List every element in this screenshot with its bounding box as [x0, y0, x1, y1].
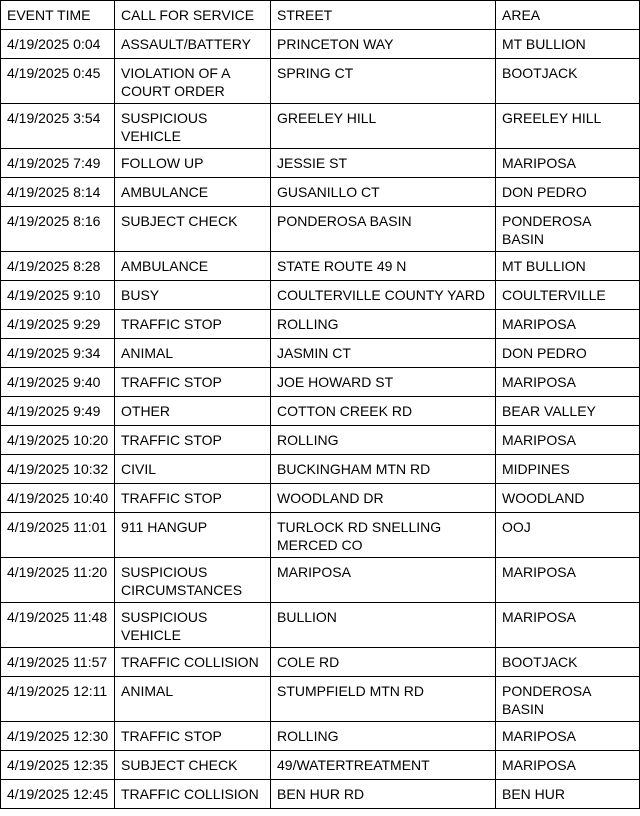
call-for-service-cell: SUSPICIOUS VEHICLE [115, 603, 271, 648]
table-row [1, 252, 640, 281]
table-row [1, 368, 640, 397]
event-time-cell: 4/19/2025 12:30 [1, 722, 115, 751]
table-row [1, 310, 640, 339]
header-call-for-service: CALL FOR SERVICE [115, 1, 271, 30]
area-cell: MARIPOSA [496, 558, 640, 603]
event-time-cell: 4/19/2025 11:48 [1, 603, 115, 648]
street-cell: SPRING CT [271, 59, 496, 104]
area-cell: MT BULLION [496, 30, 640, 59]
call-for-service-cell: TRAFFIC STOP [115, 310, 271, 339]
event-time-cell: 4/19/2025 11:01 [1, 513, 115, 558]
area-cell: OOJ [496, 513, 640, 558]
street-cell: COULTERVILLE COUNTY YARD [271, 281, 496, 310]
call-for-service-cell: TRAFFIC STOP [115, 722, 271, 751]
street-cell: GREELEY HILL [271, 104, 496, 149]
area-cell: COULTERVILLE [496, 281, 640, 310]
street-cell: COLE RD [271, 648, 496, 677]
street-cell: TURLOCK RD SNELLING MERCED CO [271, 513, 496, 558]
area-cell: BOOTJACK [496, 648, 640, 677]
call-for-service-cell: SUSPICIOUS CIRCUMSTANCES [115, 558, 271, 603]
area-cell: MARIPOSA [496, 368, 640, 397]
area-cell: PONDEROSA BASIN [496, 677, 640, 722]
table-row [1, 30, 640, 59]
header-area: AREA [496, 1, 640, 30]
street-cell: ROLLING [271, 310, 496, 339]
event-time-cell: 4/19/2025 8:14 [1, 178, 115, 207]
call-for-service-cell: TRAFFIC STOP [115, 426, 271, 455]
street-cell: BULLION [271, 603, 496, 648]
call-for-service-cell: 911 HANGUP [115, 513, 271, 558]
event-time-cell: 4/19/2025 9:10 [1, 281, 115, 310]
street-cell: 49/WATERTREATMENT [271, 751, 496, 780]
event-time-cell: 4/19/2025 10:40 [1, 484, 115, 513]
area-cell: MARIPOSA [496, 751, 640, 780]
call-for-service-cell: SUBJECT CHECK [115, 751, 271, 780]
header-row [1, 1, 640, 30]
table-row [1, 178, 640, 207]
event-time-cell: 4/19/2025 7:49 [1, 149, 115, 178]
table-row [1, 484, 640, 513]
call-for-service-cell: ANIMAL [115, 339, 271, 368]
street-cell: STUMPFIELD MTN RD [271, 677, 496, 722]
table-row [1, 603, 640, 648]
table-body [1, 30, 640, 809]
call-for-service-cell: CIVIL [115, 455, 271, 484]
call-for-service-cell: ASSAULT/BATTERY [115, 30, 271, 59]
area-cell: MARIPOSA [496, 310, 640, 339]
area-cell: GREELEY HILL [496, 104, 640, 149]
event-time-cell: 4/19/2025 0:04 [1, 30, 115, 59]
event-time-cell: 4/19/2025 9:29 [1, 310, 115, 339]
table-row [1, 149, 640, 178]
call-for-service-cell: TRAFFIC STOP [115, 368, 271, 397]
area-cell: DON PEDRO [496, 178, 640, 207]
call-for-service-cell: TRAFFIC STOP [115, 484, 271, 513]
event-time-cell: 4/19/2025 11:57 [1, 648, 115, 677]
street-cell: JESSIE ST [271, 149, 496, 178]
street-cell: ROLLING [271, 426, 496, 455]
table-row [1, 751, 640, 780]
header-event-time: EVENT TIME [1, 1, 115, 30]
street-cell: BEN HUR RD [271, 780, 496, 809]
header-street: STREET [271, 1, 496, 30]
street-cell: JASMIN CT [271, 339, 496, 368]
event-time-cell: 4/19/2025 10:20 [1, 426, 115, 455]
event-time-cell: 4/19/2025 0:45 [1, 59, 115, 104]
street-cell: STATE ROUTE 49 N [271, 252, 496, 281]
call-for-service-cell: TRAFFIC COLLISION [115, 648, 271, 677]
table-row [1, 426, 640, 455]
street-cell: MARIPOSA [271, 558, 496, 603]
event-time-cell: 4/19/2025 12:45 [1, 780, 115, 809]
event-time-cell: 4/19/2025 10:32 [1, 455, 115, 484]
table-row [1, 677, 640, 722]
area-cell: MT BULLION [496, 252, 640, 281]
table-row [1, 59, 640, 104]
table-row [1, 207, 640, 252]
call-for-service-cell: OTHER [115, 397, 271, 426]
call-for-service-cell: TRAFFIC COLLISION [115, 780, 271, 809]
event-time-cell: 4/19/2025 8:16 [1, 207, 115, 252]
street-cell: GUSANILLO CT [271, 178, 496, 207]
call-for-service-cell: BUSY [115, 281, 271, 310]
area-cell: BEAR VALLEY [496, 397, 640, 426]
street-cell: PRINCETON WAY [271, 30, 496, 59]
area-cell: BEN HUR [496, 780, 640, 809]
call-for-service-cell: AMBULANCE [115, 178, 271, 207]
area-cell: MARIPOSA [496, 149, 640, 178]
area-cell: MIDPINES [496, 455, 640, 484]
call-for-service-cell: FOLLOW UP [115, 149, 271, 178]
table-row [1, 558, 640, 603]
street-cell: COTTON CREEK RD [271, 397, 496, 426]
table-row [1, 648, 640, 677]
table-row [1, 339, 640, 368]
call-for-service-cell: SUBJECT CHECK [115, 207, 271, 252]
table-row [1, 513, 640, 558]
event-time-cell: 4/19/2025 9:34 [1, 339, 115, 368]
table-row [1, 455, 640, 484]
street-cell: ROLLING [271, 722, 496, 751]
area-cell: WOODLAND [496, 484, 640, 513]
call-for-service-cell: VIOLATION OF A COURT ORDER [115, 59, 271, 104]
event-time-cell: 4/19/2025 8:28 [1, 252, 115, 281]
street-cell: WOODLAND DR [271, 484, 496, 513]
area-cell: BOOTJACK [496, 59, 640, 104]
call-for-service-cell: ANIMAL [115, 677, 271, 722]
event-time-cell: 4/19/2025 9:40 [1, 368, 115, 397]
area-cell: MARIPOSA [496, 722, 640, 751]
table-row [1, 397, 640, 426]
street-cell: JOE HOWARD ST [271, 368, 496, 397]
event-time-cell: 4/19/2025 12:11 [1, 677, 115, 722]
event-time-cell: 4/19/2025 11:20 [1, 558, 115, 603]
table-row [1, 281, 640, 310]
street-cell: PONDEROSA BASIN [271, 207, 496, 252]
event-time-cell: 4/19/2025 3:54 [1, 104, 115, 149]
area-cell: MARIPOSA [496, 603, 640, 648]
call-for-service-cell: SUSPICIOUS VEHICLE [115, 104, 271, 149]
table-row [1, 780, 640, 809]
event-time-cell: 4/19/2025 9:49 [1, 397, 115, 426]
area-cell: DON PEDRO [496, 339, 640, 368]
call-for-service-cell: AMBULANCE [115, 252, 271, 281]
area-cell: MARIPOSA [496, 426, 640, 455]
table-row [1, 104, 640, 149]
area-cell: PONDEROSA BASIN [496, 207, 640, 252]
street-cell: BUCKINGHAM MTN RD [271, 455, 496, 484]
event-time-cell: 4/19/2025 12:35 [1, 751, 115, 780]
table-row [1, 722, 640, 751]
